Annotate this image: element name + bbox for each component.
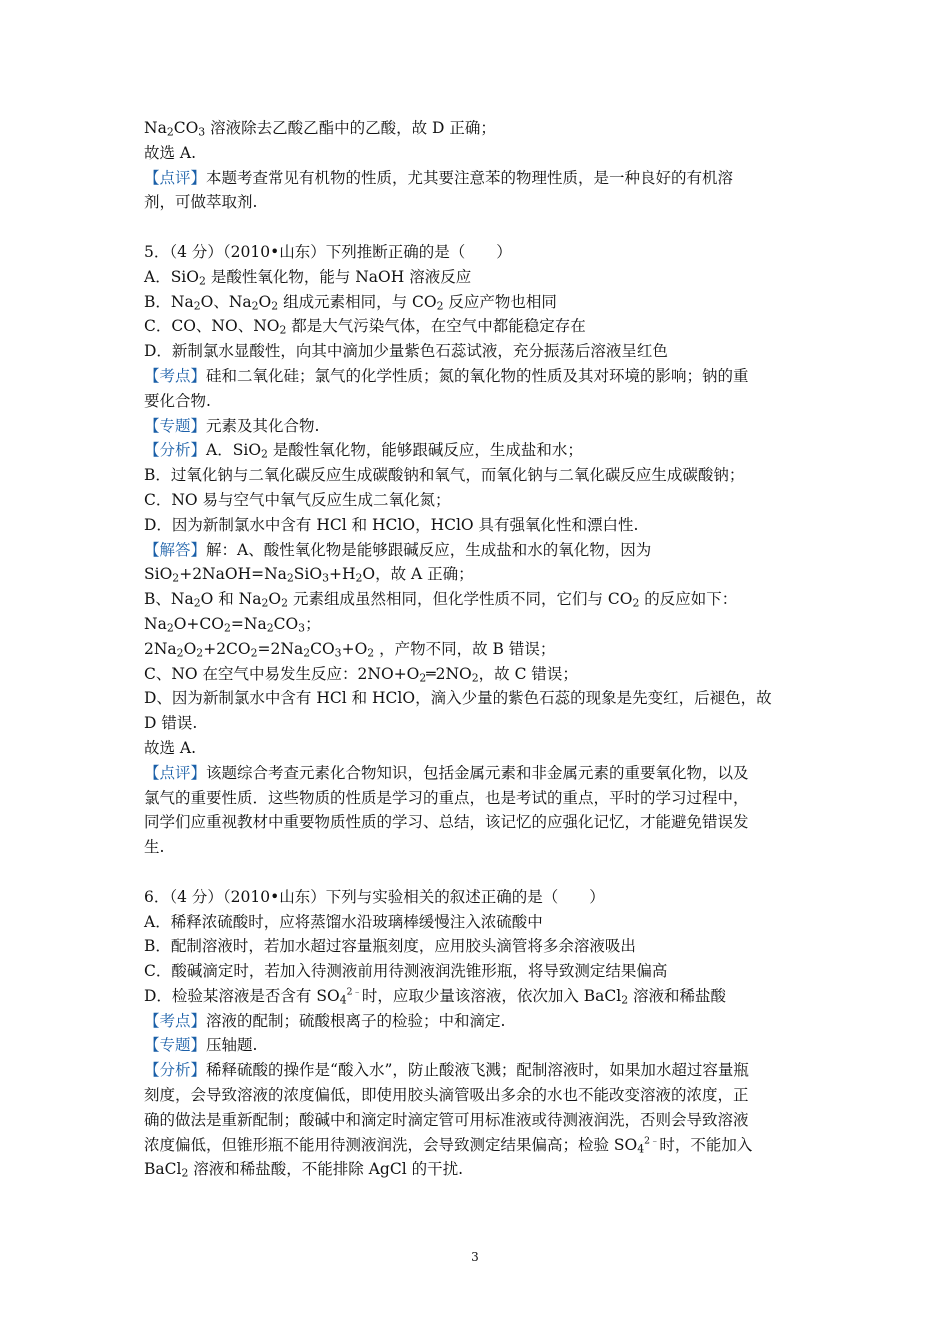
fenxi-tag: 【分析】 xyxy=(144,1061,207,1080)
text-line: D 错误. xyxy=(144,714,198,733)
kaodian-tag: 【考点】 xyxy=(144,1011,207,1030)
text-line: 剂，可做萃取剂. xyxy=(144,193,258,212)
text-line: 浓度偏低，但锥形瓶不能用待测液润洗，会导致测定结果偏高；检验 $SO_4^{2﹣}$时，不能加入 xyxy=(144,1135,753,1156)
q5-option-b: B．$Na_2O$、$Na_2O_2$ 组成元素相同，与 $CO_2$ 反应产物也相同 xyxy=(144,292,557,313)
text-line: 故选 A. xyxy=(144,738,197,757)
jieda-tag: 【解答】 xyxy=(144,540,207,559)
comment-line: 【点评】该题综合考查元素化合物知识，包括金属元素和非金属元素的重要氧化物，以及 xyxy=(144,763,749,782)
comment-tag: 【点评】 xyxy=(144,168,207,187)
text-line: B．过氧化钠与二氧化碳反应生成碳酸钠和氧气，而氧化钠与二氧化碳反应生成碳酸钠； xyxy=(144,466,745,485)
zhuanti-tag: 【专题】 xyxy=(144,1036,207,1055)
kaodian-line: 【考点】溶液的配制；硫酸根离子的检验；中和滴定. xyxy=(144,1011,506,1030)
text-line: 生. xyxy=(144,838,165,857)
comment-tag: 【点评】 xyxy=(144,763,207,782)
text-line: 同学们应重视教材中重要物质性质的学习、总结，该记忆的应强化记忆，才能避免错误发 xyxy=(144,813,749,832)
equation-line: $SiO_2+2NaOH=Na_2SiO_3+H_2O$，故 A 正确； xyxy=(144,565,474,586)
zhuanti-line: 【专题】元素及其化合物. xyxy=(144,416,320,435)
fenxi-tag: 【分析】 xyxy=(144,441,207,460)
comment-line: 【点评】本题考查常见有机物的性质，尤其要注意苯的物理性质，是一种良好的有机溶 xyxy=(144,168,734,187)
question-6-title: 6．（4 分）（2010•山东）下列与实验相关的叙述正确的是（ ） xyxy=(144,887,605,906)
text-line: D．因为新制氯水中含有 HCl 和 HClO，HClO 具有强氧化性和漂白性. xyxy=(144,515,639,534)
zhuanti-line: 【专题】压轴题. xyxy=(144,1036,258,1055)
fenxi-line: 【分析】A．SiO$_2$ 是酸性氧化物，能够跟碱反应，生成盐和水； xyxy=(144,441,583,462)
text-line: 刻度，会导致溶液的浓度偏低，即使用胶头滴管吸出多余的水也不能改变溶液的浓度，正 xyxy=(144,1086,749,1105)
equation-line: $2Na_2O_2+2CO_2=2Na_2CO_3+O_2$ ，产物不同，故 B 错误； xyxy=(144,639,556,660)
text-line: BaCl$_2$ 溶液和稀盐酸，不能排除 AgCl 的干扰. xyxy=(144,1160,464,1181)
text-line: 要化合物. xyxy=(144,391,211,410)
q5-option-c: C．CO、NO、$NO_2$ 都是大气污染气体，在空气中都能稳定存在 xyxy=(144,317,586,338)
jieda-line: 【解答】解：A、酸性氧化物是能够跟碱反应，生成盐和水的氧化物，因为 xyxy=(144,540,652,559)
text-line: C．NO 易与空气中氧气反应生成二氧化氮； xyxy=(144,490,451,509)
text-line: 氯气的重要性质．这些物质的性质是学习的重点，也是考试的重点，平时的学习过程中， xyxy=(144,788,749,807)
equation-line: $Na_2O+CO_2=Na_2CO_3$； xyxy=(144,614,321,635)
q6-option-c: C．酸碱滴定时，若加入待测液前用待测液润洗锥形瓶，将导致测定结果偏高 xyxy=(144,962,668,981)
q6-option-d: D．检验某溶液是否含有 $SO_4^{2﹣}$时，应取少量该溶液，依次加入 BaCl$_2$ 溶液和稀盐酸 xyxy=(144,986,727,1007)
q5-option-a: A．SiO$_2$ 是酸性氧化物，能与 NaOH 溶液反应 xyxy=(144,267,472,288)
q6-option-a: A．稀释浓硫酸时，应将蒸馏水沿玻璃棒缓慢注入浓硫酸中 xyxy=(144,912,543,931)
text-line: $Na_2CO_3$ 溶液除去乙酸乙酯中的乙酸，故 D 正确； xyxy=(144,119,496,139)
kaodian-line: 【考点】硅和二氧化硅；氯气的化学性质；氮的氧化物的性质及其对环境的影响；钠的重 xyxy=(144,366,749,385)
text-line: B、$Na_2O$ 和 $Na_2O_2$ 元素组成虽然相同，但化学性质不同，它们与 $CO_2$ 的反应如下： xyxy=(144,590,738,610)
text-line: 故选 A. xyxy=(144,143,197,162)
question-5-title: 5．（4 分）（2010•山东）下列推断正确的是（ ） xyxy=(144,242,512,261)
document-page xyxy=(144,116,814,1182)
page-number: 3 xyxy=(471,1250,479,1264)
q5-option-d: D．新制氯水显酸性，向其中滴加少量紫色石蕊试液，充分振荡后溶液呈红色 xyxy=(144,342,668,361)
text-line: 确的做法是重新配制；酸碱中和滴定时滴定管可用标准液或待测液润洗，否则会导致溶液 xyxy=(144,1110,749,1129)
q6-option-b: B．配制溶液时，若加水超过容量瓶刻度，应用胶头滴管将多余溶液吸出 xyxy=(144,937,636,956)
kaodian-tag: 【考点】 xyxy=(144,366,207,385)
fenxi-line: 【分析】稀释硫酸的操作是“酸入水”，防止酸液飞溅；配制溶液时，如果加水超过容量瓶 xyxy=(144,1061,749,1080)
zhuanti-tag: 【专题】 xyxy=(144,416,207,435)
text-line: D、因为新制氯水中含有 HCl 和 HClO，滴入少量的紫色石蕊的现象是先变红，后褪色，故 xyxy=(144,689,772,708)
equation-line: C、NO 在空气中易发生反应：$2NO+O_2═2NO_2$，故 C 错误； xyxy=(144,664,578,685)
